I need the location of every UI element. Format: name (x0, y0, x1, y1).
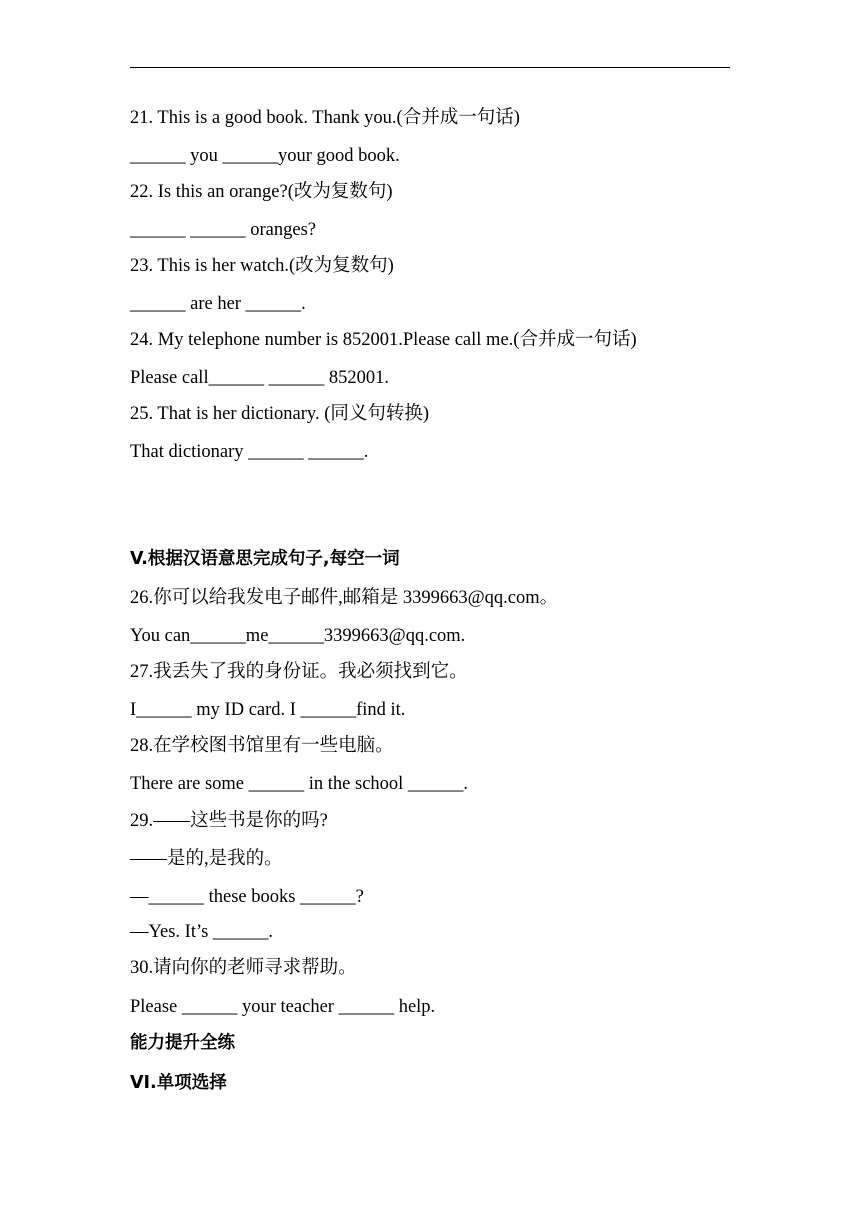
question-21-prompt: 21. This is a good book. Thank you.(合并成一句话) (130, 108, 520, 128)
question-24-answer-line: Please call______ ______ 852001. (130, 368, 389, 388)
question-29-reply-answer-line: —Yes. It’s ______. (130, 922, 274, 942)
ability-heading: 能力提升全练 (130, 1033, 235, 1053)
section-vi-heading: VI.单项选择 (130, 1073, 227, 1093)
question-22-prompt: 22. Is this an orange?(改为复数句) (130, 182, 393, 202)
question-30-prompt: 30.请向你的老师寻求帮助。 (130, 958, 357, 978)
question-25-prompt: 25. That is her dictionary. (同义句转换) (130, 404, 430, 424)
question-28-answer-line: There are some ______ in the school ______. (130, 774, 469, 794)
question-27-prompt: 27.我丢失了我的身份证。我必须找到它。 (130, 662, 468, 682)
question-30-answer-line: Please ______ your teacher ______ help. (130, 997, 436, 1017)
question-27-answer-line: I______ my ID card. I ______find it. (130, 700, 406, 720)
question-29-prompt: 29.——这些书是你的吗? (130, 811, 328, 831)
header-rule (130, 67, 730, 68)
question-22-answer-line: ______ ______ oranges? (130, 220, 316, 240)
section-v-heading: V.根据汉语意思完成句子,每空一词 (130, 549, 400, 569)
question-26-answer-line: You can______me______3399663@qq.com. (130, 626, 466, 646)
question-21-answer-line: ______ you ______your good book. (130, 146, 400, 166)
question-28-prompt: 28.在学校图书馆里有一些电脑。 (130, 736, 394, 756)
question-29-reply-prompt: ——是的,是我的。 (130, 849, 283, 869)
question-29-answer-line: —______ these books ______? (130, 887, 364, 907)
question-25-answer-line: That dictionary ______ ______. (130, 442, 369, 462)
question-24-prompt: 24. My telephone number is 852001.Please call me.(合并成一句话) (130, 330, 637, 350)
question-23-answer-line: ______ are her ______. (130, 294, 306, 314)
question-23-prompt: 23. This is her watch.(改为复数句) (130, 256, 394, 276)
question-26-prompt: 26.你可以给我发电子邮件,邮箱是 3399663@qq.com。 (130, 588, 559, 608)
